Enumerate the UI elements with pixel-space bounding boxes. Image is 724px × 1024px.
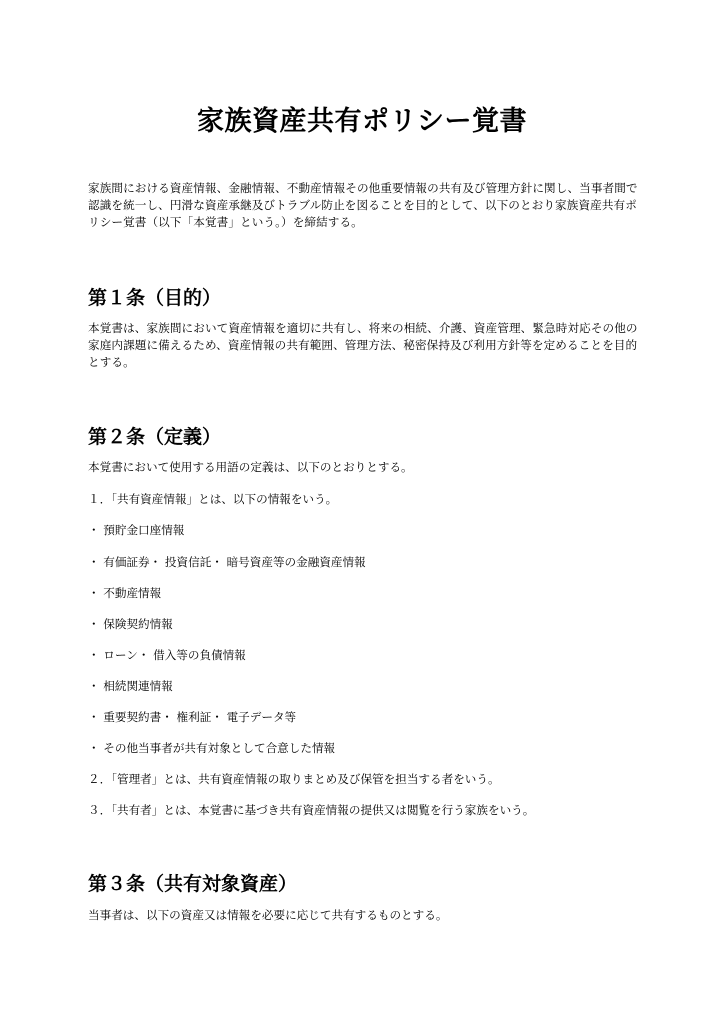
- list-item: ・ 不動産情報: [88, 586, 162, 600]
- article-2-heading: 第２条（定義）: [88, 426, 222, 448]
- article-3-heading: 第３条（共有対象資産）: [88, 873, 298, 895]
- list-item: ・ 有価証券・ 投資信託・ 暗号資産等の金融資産情報: [88, 555, 366, 569]
- document-title: 家族資産共有ポリシー覚書: [197, 106, 527, 137]
- article-3-body: 当事者は、以下の資産又は情報を必要に応じて共有するものとする。: [88, 908, 448, 922]
- list-item: ・ 相続関連情報: [88, 679, 173, 693]
- preamble-paragraph: 家族間における資産情報、金融情報、不動産情報その他重要情報の共有及び管理方針に関し、当事者間で認識を統一し、円滑な資産承継及びトラブル防止を図ることを目的として、以下のとおり家族資産共有ポリシー覚書（以下「本覚書」という。）を締結する。: [88, 181, 638, 229]
- list-item: ・ 保険契約情報: [88, 617, 173, 631]
- definition-item-2: ２．「管理者」とは、共有資産情報の取りまとめ及び保管を担当する者をいう。: [88, 772, 500, 786]
- list-item: ・ その他当事者が共有対象として合意した情報: [88, 741, 336, 755]
- article-2-intro: 本覚書において使用する用語の定義は、以下のとおりとする。: [88, 460, 413, 474]
- list-item: ・ 預貯金口座情報: [88, 523, 185, 537]
- article-1-body: 本覚書は、家族間において資産情報を適切に共有し、将来の相続、介護、資産管理、緊急時対応その他の家庭内課題に備えるため、資産情報の共有範囲、管理方法、秘密保持及び利用方針等を定めることを目的とする。: [88, 321, 638, 369]
- definition-item-3: ３．「共有者」とは、本覚書に基づき共有資産情報の提供又は閲覧を行う家族をいう。: [88, 803, 535, 817]
- definition-item-1: １．「共有資産情報」とは、以下の情報をいう。: [88, 492, 338, 506]
- list-item: ・ ローン・ 借入等の負債情報: [88, 648, 246, 662]
- list-item: ・ 重要契約書・ 権利証・ 電子データ等: [88, 710, 297, 724]
- article-1-heading: 第１条（目的）: [88, 287, 222, 309]
